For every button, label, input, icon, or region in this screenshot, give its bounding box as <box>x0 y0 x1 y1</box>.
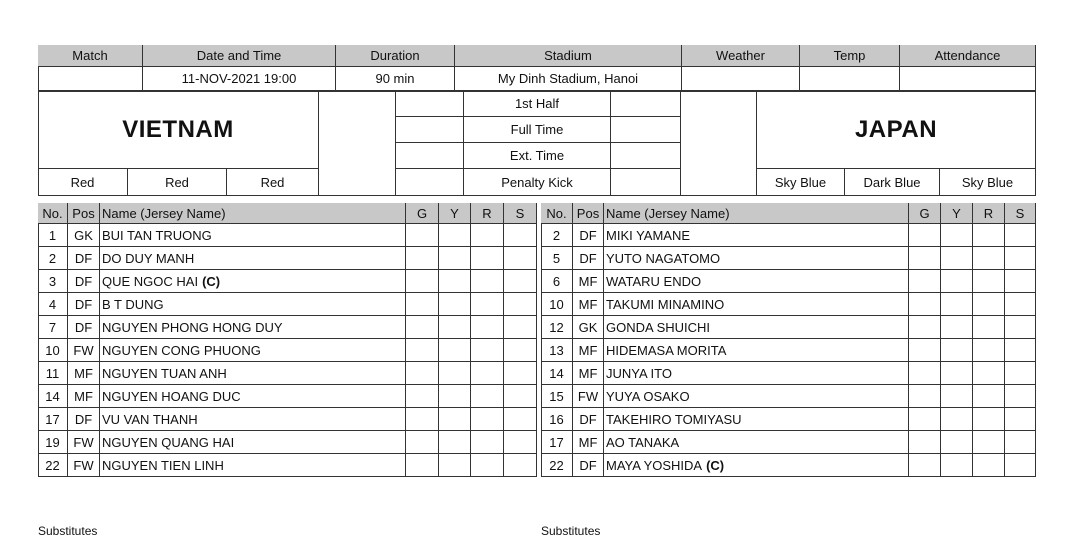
home-player-name <box>100 224 406 247</box>
header-value-stadium: My Dinh Stadium, Hanoi <box>455 67 682 91</box>
away-player-number: 5 <box>541 247 573 270</box>
home-stat-s <box>504 293 537 316</box>
home-player-name <box>100 339 406 362</box>
home-player-name <box>100 316 406 339</box>
home-stat-r <box>471 316 504 339</box>
home-col-header-pos: Pos <box>68 203 100 224</box>
home-col-header-g: G <box>406 203 439 224</box>
home-stat-s <box>504 385 537 408</box>
home-player-name <box>100 385 406 408</box>
away-period-score <box>611 91 681 117</box>
captain-badge: (C) <box>202 273 221 289</box>
home-col-header-s: S <box>504 203 537 224</box>
home-stat-y <box>439 362 471 385</box>
player-name-text: NGUYEN TUAN ANH <box>102 365 227 381</box>
away-stat-y <box>941 408 973 431</box>
away-col-header-r: R <box>973 203 1005 224</box>
home-player-name <box>100 454 406 477</box>
away-stat-r <box>973 454 1005 477</box>
away-player-name <box>604 339 909 362</box>
away-player-name <box>604 408 909 431</box>
home-player-name <box>100 247 406 270</box>
home-stat-g <box>406 454 439 477</box>
home-stat-s <box>504 339 537 362</box>
away-player-number: 16 <box>541 408 573 431</box>
away-stat-s <box>1005 316 1036 339</box>
home-score-box <box>319 91 396 196</box>
home-col-header-r: R <box>471 203 504 224</box>
home-col-header-no: No. <box>38 203 68 224</box>
away-stat-g <box>909 224 941 247</box>
away-stat-y <box>941 454 973 477</box>
player-name-text: NGUYEN HOANG DUC <box>102 388 241 404</box>
away-player-name <box>604 293 909 316</box>
player-name-text: DO DUY MANH <box>102 250 195 266</box>
away-period-score <box>611 117 681 143</box>
away-player-position: DF <box>573 454 604 477</box>
away-stat-r <box>973 224 1005 247</box>
away-player-name <box>604 385 909 408</box>
away-stat-g <box>909 339 941 362</box>
away-player-number: 15 <box>541 385 573 408</box>
away-player-number: 12 <box>541 316 573 339</box>
away-player-number: 22 <box>541 454 573 477</box>
home-player-position: DF <box>68 270 100 293</box>
away-stat-r <box>973 362 1005 385</box>
player-name-text: AO TANAKA <box>606 434 680 450</box>
home-stat-g <box>406 293 439 316</box>
away-team-name: JAPAN <box>757 91 1036 169</box>
away-stat-y <box>941 224 973 247</box>
player-name-text: B T DUNG <box>102 296 164 312</box>
home-stat-s <box>504 270 537 293</box>
home-player-number: 3 <box>38 270 68 293</box>
header-value-temp <box>800 67 900 91</box>
away-stat-r <box>973 431 1005 454</box>
header-value-date-time: 11-NOV-2021 19:00 <box>143 67 336 91</box>
player-name-text: MAYA YOSHIDA <box>606 457 703 473</box>
home-stat-s <box>504 247 537 270</box>
away-stat-g <box>909 454 941 477</box>
away-period-score <box>611 169 681 196</box>
home-stat-s <box>504 454 537 477</box>
player-name-text: NGUYEN TIEN LINH <box>102 457 224 473</box>
home-player-position: DF <box>68 293 100 316</box>
away-player-name <box>604 224 909 247</box>
home-stat-s <box>504 362 537 385</box>
home-player-position: GK <box>68 224 100 247</box>
home-player-position: DF <box>68 247 100 270</box>
away-player-number: 13 <box>541 339 573 362</box>
home-player-position: FW <box>68 454 100 477</box>
away-stat-s <box>1005 431 1036 454</box>
away-stat-g <box>909 362 941 385</box>
header-value-duration: 90 min <box>336 67 455 91</box>
away-stat-s <box>1005 339 1036 362</box>
home-stat-y <box>439 293 471 316</box>
home-stat-r <box>471 247 504 270</box>
home-player-number: 17 <box>38 408 68 431</box>
header-value-match <box>38 67 143 91</box>
home-col-header-name: Name (Jersey Name) <box>100 203 406 224</box>
home-stat-y <box>439 339 471 362</box>
home-stat-r <box>471 270 504 293</box>
home-player-name <box>100 431 406 454</box>
home-player-name <box>100 362 406 385</box>
home-period-score <box>396 143 464 169</box>
home-stat-y <box>439 224 471 247</box>
away-stat-r <box>973 293 1005 316</box>
away-stat-y <box>941 247 973 270</box>
away-player-number: 6 <box>541 270 573 293</box>
away-stat-y <box>941 385 973 408</box>
home-player-position: FW <box>68 339 100 362</box>
home-kit-colour: Red <box>128 169 227 196</box>
home-col-header-y: Y <box>439 203 471 224</box>
home-stat-g <box>406 270 439 293</box>
home-player-position: DF <box>68 408 100 431</box>
away-substitutes-label: Substitutes <box>541 524 601 538</box>
player-name-text: BUI TAN TRUONG <box>102 227 212 243</box>
home-player-number: 1 <box>38 224 68 247</box>
header-value-attendance <box>900 67 1036 91</box>
away-stat-g <box>909 247 941 270</box>
away-player-number: 14 <box>541 362 573 385</box>
player-name-text: NGUYEN CONG PHUONG <box>102 342 261 358</box>
home-kit-colour: Red <box>38 169 128 196</box>
home-stat-r <box>471 362 504 385</box>
home-period-score <box>396 117 464 143</box>
away-stat-g <box>909 408 941 431</box>
header-label-weather: Weather <box>682 45 800 67</box>
away-col-header-pos: Pos <box>573 203 604 224</box>
player-name-text: NGUYEN QUANG HAI <box>102 434 235 450</box>
period-label: 1st Half <box>464 91 611 117</box>
home-stat-g <box>406 431 439 454</box>
home-stat-r <box>471 224 504 247</box>
home-stat-g <box>406 316 439 339</box>
away-player-position: MF <box>573 293 604 316</box>
away-player-position: DF <box>573 247 604 270</box>
header-label-stadium: Stadium <box>455 45 682 67</box>
home-stat-r <box>471 454 504 477</box>
away-col-header-no: No. <box>541 203 573 224</box>
home-stat-s <box>504 316 537 339</box>
period-label: Ext. Time <box>464 143 611 169</box>
away-stat-s <box>1005 224 1036 247</box>
home-player-number: 4 <box>38 293 68 316</box>
player-name-text: TAKUMI MINAMINO <box>606 296 725 312</box>
player-name-text: TAKEHIRO TOMIYASU <box>606 411 742 427</box>
away-stat-s <box>1005 362 1036 385</box>
home-period-score <box>396 169 464 196</box>
home-stat-r <box>471 431 504 454</box>
away-score-box <box>681 91 757 196</box>
header-label-temp: Temp <box>800 45 900 67</box>
home-stat-y <box>439 270 471 293</box>
away-kit-colour: Dark Blue <box>845 169 940 196</box>
home-player-name <box>100 270 406 293</box>
away-stat-y <box>941 431 973 454</box>
away-stat-s <box>1005 385 1036 408</box>
header-label-match: Match <box>38 45 143 67</box>
home-stat-g <box>406 408 439 431</box>
home-stat-y <box>439 431 471 454</box>
home-player-number: 14 <box>38 385 68 408</box>
away-stat-s <box>1005 247 1036 270</box>
player-name-text: MIKI YAMANE <box>606 227 691 243</box>
away-kit-colour: Sky Blue <box>757 169 845 196</box>
home-stat-s <box>504 224 537 247</box>
home-player-position: DF <box>68 316 100 339</box>
home-stat-r <box>471 408 504 431</box>
home-stat-g <box>406 224 439 247</box>
home-player-position: MF <box>68 362 100 385</box>
home-stat-y <box>439 247 471 270</box>
home-team-name: VIETNAM <box>38 91 319 169</box>
away-stat-g <box>909 385 941 408</box>
away-player-position: FW <box>573 385 604 408</box>
away-stat-y <box>941 339 973 362</box>
away-col-header-y: Y <box>941 203 973 224</box>
home-stat-g <box>406 339 439 362</box>
away-period-score <box>611 143 681 169</box>
away-stat-y <box>941 293 973 316</box>
away-stat-y <box>941 362 973 385</box>
home-player-number: 7 <box>38 316 68 339</box>
away-player-position: DF <box>573 224 604 247</box>
away-player-name <box>604 431 909 454</box>
away-stat-g <box>909 293 941 316</box>
home-player-name <box>100 293 406 316</box>
away-stat-r <box>973 316 1005 339</box>
away-player-name <box>604 454 909 477</box>
home-stat-y <box>439 316 471 339</box>
captain-badge: (C) <box>706 457 725 473</box>
away-stat-r <box>973 408 1005 431</box>
away-player-position: MF <box>573 431 604 454</box>
home-stat-g <box>406 385 439 408</box>
home-stat-y <box>439 454 471 477</box>
home-player-number: 2 <box>38 247 68 270</box>
away-player-number: 17 <box>541 431 573 454</box>
home-player-position: FW <box>68 431 100 454</box>
away-stat-r <box>973 385 1005 408</box>
away-stat-r <box>973 270 1005 293</box>
away-player-name <box>604 247 909 270</box>
home-kit-colour: Red <box>227 169 319 196</box>
home-stat-y <box>439 385 471 408</box>
home-period-score <box>396 91 464 117</box>
away-stat-s <box>1005 293 1036 316</box>
home-stat-r <box>471 385 504 408</box>
player-name-text: QUE NGOC HAI <box>102 273 199 289</box>
home-substitutes-label: Substitutes <box>38 524 98 538</box>
home-stat-s <box>504 431 537 454</box>
home-stat-r <box>471 339 504 362</box>
home-stat-g <box>406 362 439 385</box>
away-stat-s <box>1005 270 1036 293</box>
player-name-text: JUNYA ITO <box>606 365 672 381</box>
player-name-text: WATARU ENDO <box>606 273 702 289</box>
player-name-text: YUYA OSAKO <box>606 388 690 404</box>
away-stat-s <box>1005 454 1036 477</box>
home-player-number: 10 <box>38 339 68 362</box>
away-stat-y <box>941 316 973 339</box>
home-stat-y <box>439 408 471 431</box>
player-name-text: VU VAN THANH <box>102 411 198 427</box>
player-name-text: HIDEMASA MORITA <box>606 342 727 358</box>
away-player-position: GK <box>573 316 604 339</box>
away-stat-r <box>973 339 1005 362</box>
away-col-header-name: Name (Jersey Name) <box>604 203 909 224</box>
header-label-duration: Duration <box>336 45 455 67</box>
away-col-header-g: G <box>909 203 941 224</box>
away-player-position: DF <box>573 408 604 431</box>
home-player-number: 11 <box>38 362 68 385</box>
player-name-text: GONDA SHUICHI <box>606 319 711 335</box>
away-player-number: 2 <box>541 224 573 247</box>
period-label: Penalty Kick <box>464 169 611 196</box>
header-label-attendance: Attendance <box>900 45 1036 67</box>
away-stat-g <box>909 270 941 293</box>
away-col-header-s: S <box>1005 203 1036 224</box>
home-player-number: 19 <box>38 431 68 454</box>
away-player-name <box>604 316 909 339</box>
home-stat-s <box>504 408 537 431</box>
away-player-position: MF <box>573 362 604 385</box>
header-value-weather <box>682 67 800 91</box>
home-player-position: MF <box>68 385 100 408</box>
away-stat-s <box>1005 408 1036 431</box>
home-stat-r <box>471 293 504 316</box>
home-player-name <box>100 408 406 431</box>
away-kit-colour: Sky Blue <box>940 169 1036 196</box>
away-player-name <box>604 362 909 385</box>
header-label-date-time: Date and Time <box>143 45 336 67</box>
home-player-number: 22 <box>38 454 68 477</box>
away-player-number: 10 <box>541 293 573 316</box>
away-stat-y <box>941 270 973 293</box>
home-stat-g <box>406 247 439 270</box>
player-name-text: YUTO NAGATOMO <box>606 250 721 266</box>
away-player-position: MF <box>573 270 604 293</box>
player-name-text: NGUYEN PHONG HONG DUY <box>102 319 283 335</box>
away-player-name <box>604 270 909 293</box>
away-stat-g <box>909 316 941 339</box>
away-stat-r <box>973 247 1005 270</box>
away-player-position: MF <box>573 339 604 362</box>
period-label: Full Time <box>464 117 611 143</box>
away-stat-g <box>909 431 941 454</box>
